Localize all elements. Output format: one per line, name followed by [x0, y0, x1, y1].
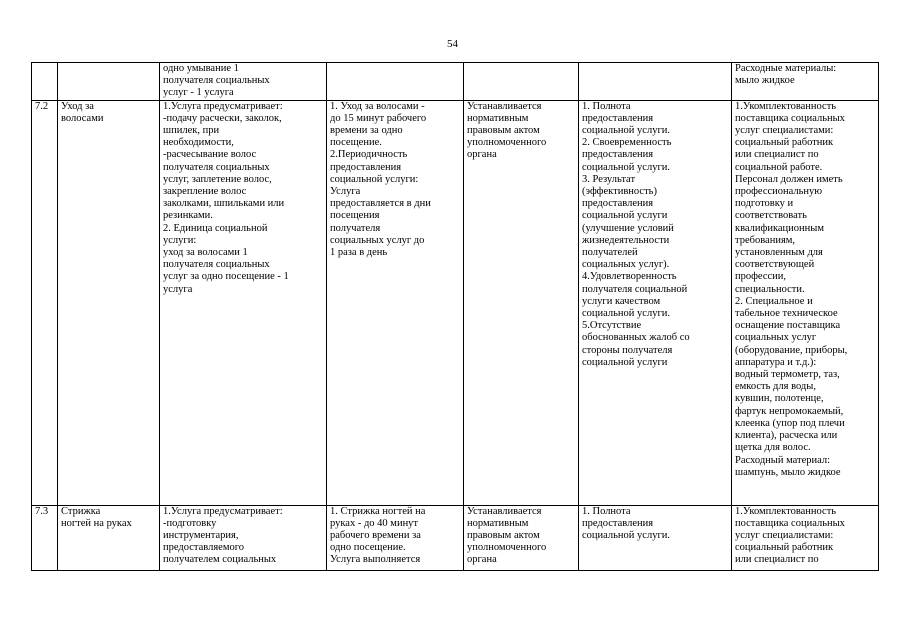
- row-number-cell: 7.3: [32, 505, 58, 570]
- quality-indicators-cell: 1. Полнота предоставления социальной услуги.: [579, 505, 732, 570]
- quality-indicators-cell: 1. Полнота предоставления социальной услуги. 2. Своевременность предоставления социальной услуги. 3. Результат (эффективность) предоставления социальной услуги (улучшение условий жизнедеятельности получателей социальных услуг). 4.Удовлетворенность получателя социальной услуги качеством социальной услуги. 5.Отсутствие обоснованных жалоб со стороны получателя социальной услуги: [579, 100, 732, 505]
- tariff-cell: [464, 63, 579, 101]
- service-name-cell: [58, 63, 160, 101]
- service-name-cell: Стрижка ногтей на руках: [58, 505, 160, 570]
- provision-conditions-cell: 1.Укомплектованность поставщика социальных услуг специалистами: социальный работник или специалист по социальной работе. Персонал должен иметь профессиональную подготовку и соответствовать квалификационным требованиям, установленным для соответствующей профессии, специальности. 2. Специальное и табельное техническое оснащение поставщика социальных услуг (оборудование, приборы, аппаратура и т.д.): водный термометр, таз, емкость для воды, кувшин, полотенце, фартук непромокаемый, клеенка (упор под плечи клиента), расческа или щетка для волос. Расходный материал: шампунь, мыло жидкое: [732, 100, 879, 505]
- service-content-cell: 1.Услуга предусматривает: -подготовку инструментария, предоставляемого получателем социальных: [160, 505, 327, 570]
- service-time-cell: 1. Уход за волосами - до 15 минут рабочего времени за одно посещение. 2.Периодичность предоставления социальной услуги: Услуга предоставляется в дни посещения получателя социальных услуг до 1 раза в день: [327, 100, 464, 505]
- table-row: [32, 100, 879, 505]
- tariff-cell: Устанавливается нормативным правовым актом уполномоченного органа: [464, 100, 579, 505]
- table-row: [32, 505, 879, 570]
- service-content-cell: одно умывание 1 получателя социальных услуг - 1 услуга: [160, 63, 327, 101]
- service-time-cell: [327, 63, 464, 101]
- row-number-cell: 7.2: [32, 100, 58, 505]
- provision-conditions-cell: 1.Укомплектованность поставщика социальных услуг специалистами: социальный работник или специалист по: [732, 505, 879, 570]
- service-time-cell: 1. Стрижка ногтей на руках - до 40 минут рабочего времени за одно посещение. Услуга выполняется: [327, 505, 464, 570]
- tariff-cell: Устанавливается нормативным правовым актом уполномоченного органа: [464, 505, 579, 570]
- service-content-cell: 1.Услуга предусматривает: -подачу расчески, заколок, шпилек, при необходимости, -расчесывание волос получателя социальных услуг, заплетение волос, закрепление волос заколками, шпильками или резинками. 2. Единица социальной услуги: уход за волосами 1 получателя социальных услуг за одно посещение - 1 услуга: [160, 100, 327, 505]
- service-name-cell: Уход за волосами: [58, 100, 160, 505]
- services-table: [31, 62, 879, 571]
- page-number: 54: [447, 38, 458, 50]
- table-row: [32, 63, 879, 101]
- provision-conditions-cell: Расходные материалы: мыло жидкое: [732, 63, 879, 101]
- quality-indicators-cell: [579, 63, 732, 101]
- row-number-cell: [32, 63, 58, 101]
